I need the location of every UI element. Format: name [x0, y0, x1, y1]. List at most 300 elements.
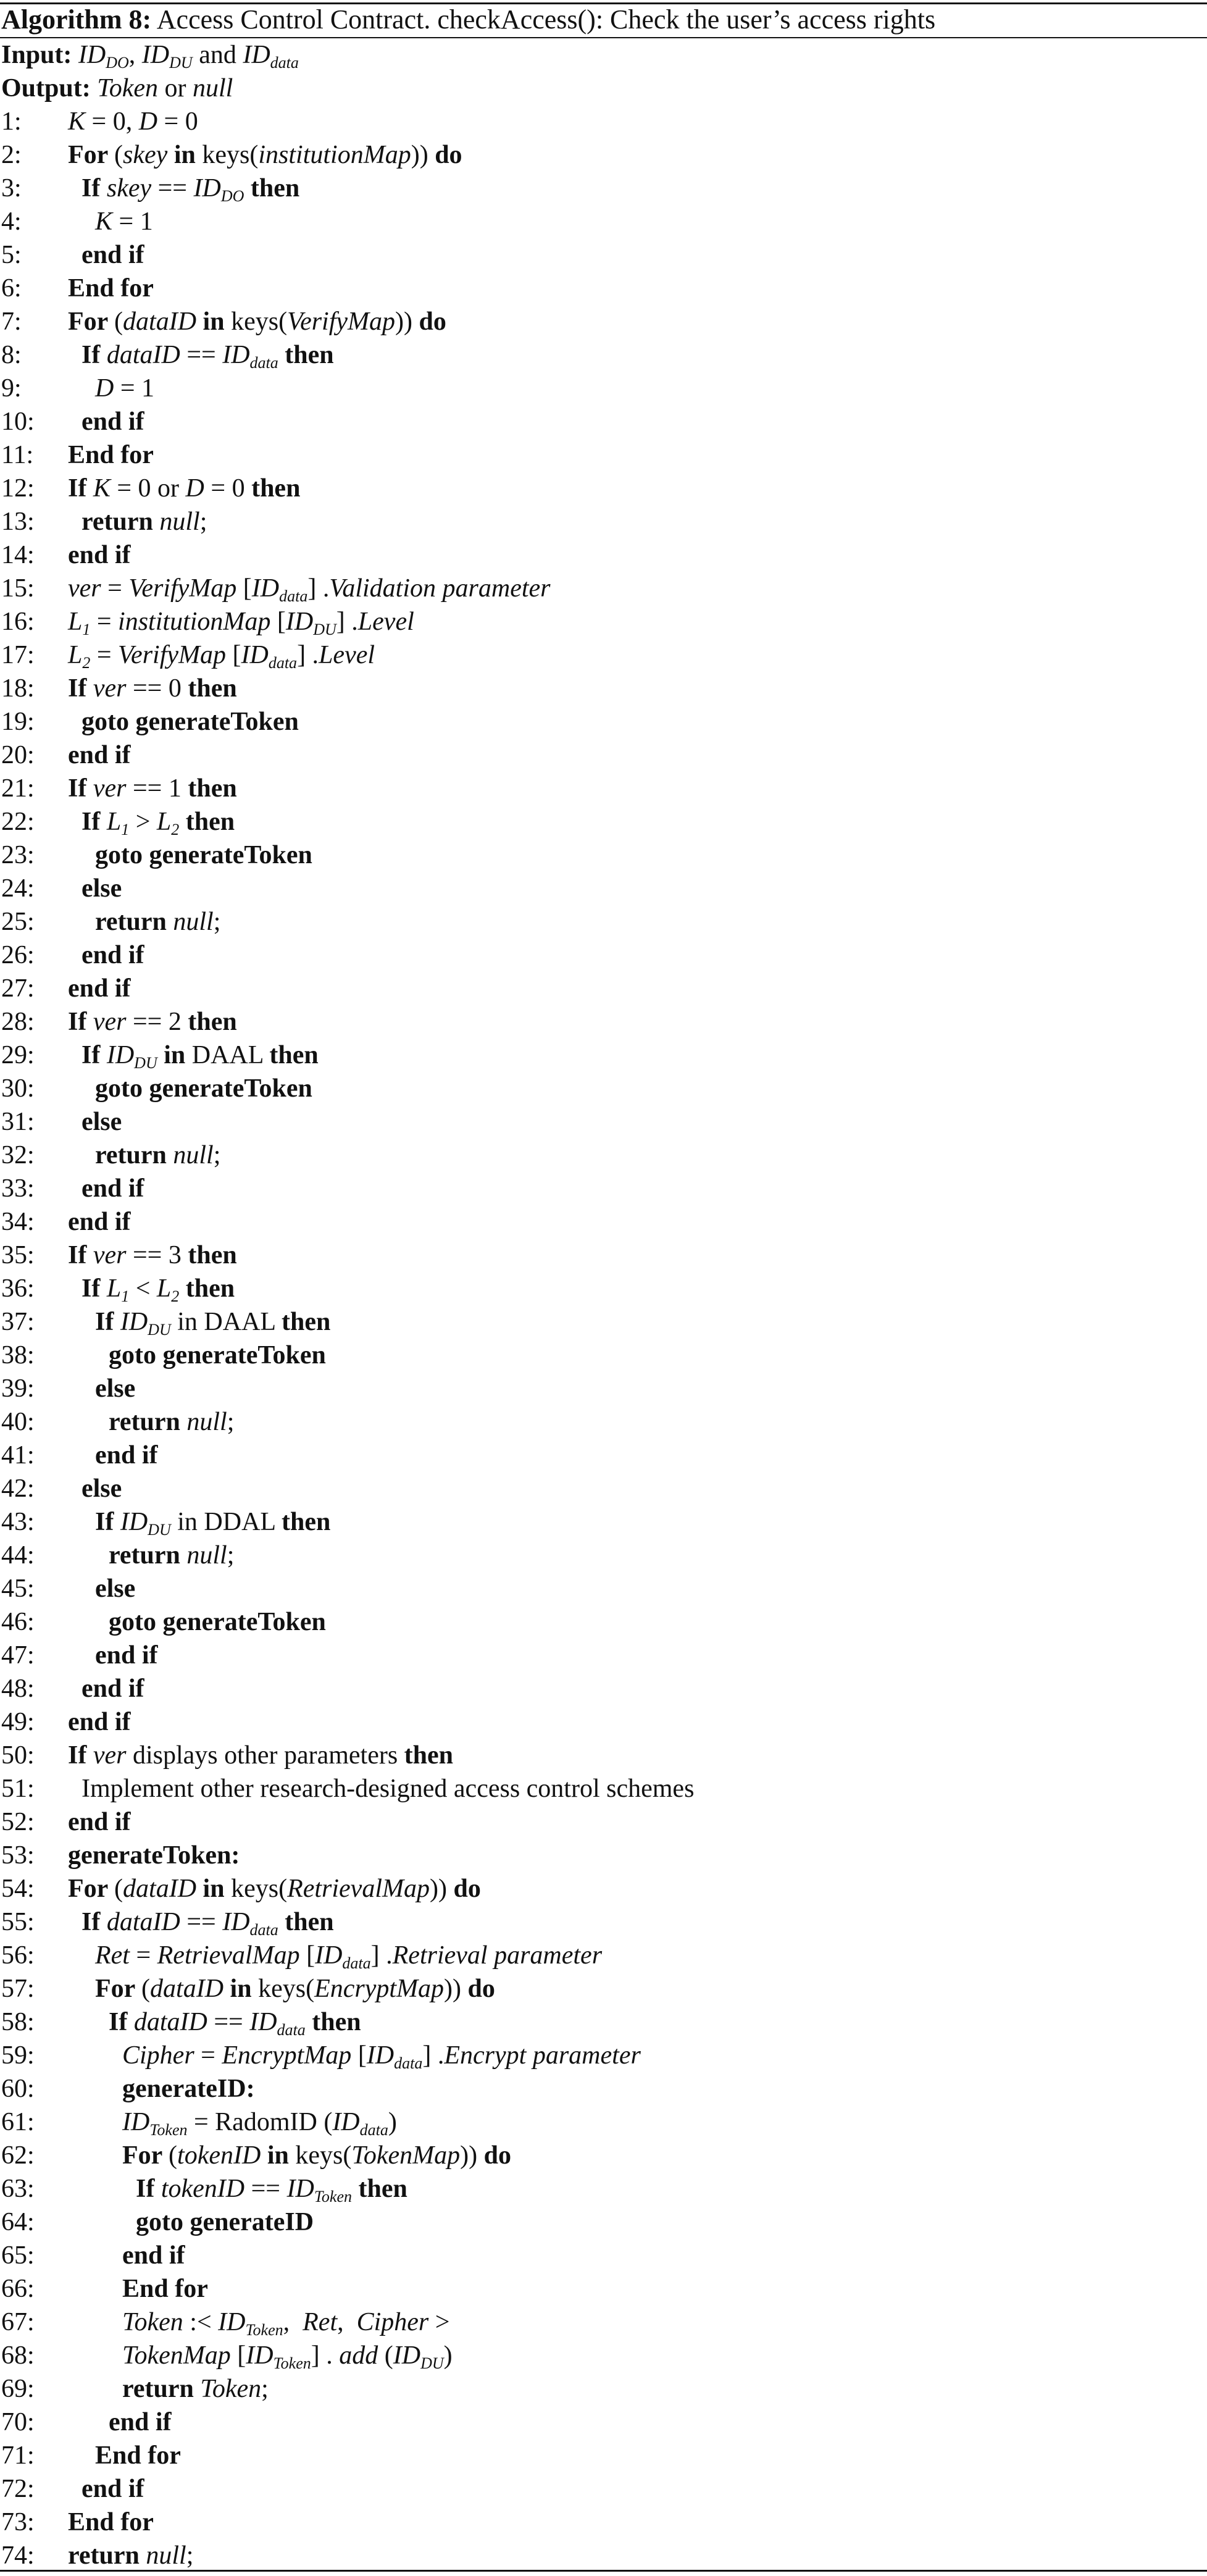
keyword: For: [68, 1875, 115, 1903]
text: (: [114, 307, 123, 336]
keyword: end if: [81, 1174, 144, 1203]
line-code: [136, 2206, 314, 2239]
line-number: 33:: [1, 1174, 35, 1203]
line-code: [68, 438, 154, 472]
line-code: [68, 1739, 453, 1772]
keyword: do: [435, 141, 462, 169]
algorithm-line-36: [0, 1272, 1207, 1305]
line-number: 34:: [1, 1208, 35, 1236]
line-number: 36:: [1, 1274, 35, 1303]
keyword: else: [95, 1374, 136, 1403]
algorithm-line-34: [0, 1205, 1207, 1239]
math-symbol: ID: [251, 574, 280, 603]
line-code: [109, 1405, 234, 1439]
math-symbol: institutionMap: [258, 141, 411, 169]
algorithm-line-26: [0, 939, 1207, 972]
subscript: data: [270, 54, 299, 72]
line-code: [122, 2039, 641, 2072]
text: = 1: [114, 374, 155, 403]
line-number: 2:: [1, 141, 22, 169]
algorithm-line-56: [0, 1939, 1207, 1972]
keyword: else: [81, 1108, 122, 1136]
math-symbol: ID: [285, 608, 314, 636]
line-number: 62:: [1, 2141, 35, 2170]
text: ==: [180, 1908, 223, 1936]
line-number: 70:: [1, 2408, 35, 2436]
line-number: 42:: [1, 1474, 35, 1503]
text: = 0 or: [110, 474, 186, 503]
math-symbol: Retrieval parameter: [392, 1941, 603, 1970]
keyword: then: [188, 774, 237, 803]
text: displays other parameters: [126, 1741, 404, 1770]
line-code: [95, 372, 154, 405]
line-number: 28:: [1, 1008, 35, 1036]
line-code: [122, 2239, 185, 2272]
math-symbol: Cipher: [122, 2041, 194, 2070]
algorithm-line-58: [0, 2005, 1207, 2039]
math-symbol: TokenMap: [122, 2341, 231, 2370]
keyword: End for: [122, 2275, 208, 2303]
keyword: goto generateToken: [81, 708, 299, 736]
line-code: [68, 1239, 237, 1272]
line-code: [68, 738, 131, 772]
algorithm-line-17: [0, 638, 1207, 672]
math-symbol: ID: [122, 2108, 150, 2136]
line-number: 13:: [1, 508, 35, 536]
keyword: If: [81, 808, 107, 836]
keyword: If: [68, 1008, 93, 1036]
line-code: [95, 205, 153, 238]
line-code: [95, 1139, 220, 1172]
text: )): [429, 1875, 454, 1903]
text: [: [270, 608, 286, 636]
line-code: [109, 1539, 234, 1572]
keyword: then: [188, 674, 237, 703]
algorithm-line-10: [0, 405, 1207, 438]
keyword: else: [81, 874, 122, 903]
line-code: [122, 2139, 511, 2172]
keyword: return: [109, 1408, 187, 1436]
algorithm-line-9: [0, 372, 1207, 405]
keyword: If: [68, 674, 93, 703]
keyword: Input:: [1, 41, 78, 69]
keyword: else: [95, 1574, 136, 1603]
line-number: 40:: [1, 1408, 35, 1436]
line-number: 5:: [1, 241, 22, 269]
algorithm-line-66: [0, 2272, 1207, 2306]
text: >: [129, 808, 157, 836]
text: ] .: [307, 574, 330, 603]
keyword: If: [109, 2008, 134, 2036]
line-number: 22:: [1, 808, 35, 836]
line-code: [81, 172, 299, 205]
algorithm-line-4: [0, 205, 1207, 238]
line-number: 72:: [1, 2475, 35, 2503]
line-number: 73:: [1, 2508, 35, 2536]
line-number: 27:: [1, 974, 35, 1003]
keyword: If: [95, 1508, 120, 1536]
keyword: then: [282, 1308, 331, 1336]
line-code: [68, 1705, 131, 1739]
text: == 0: [126, 674, 188, 703]
line-code: [81, 805, 235, 838]
line-code: [68, 2539, 193, 2572]
line-code: [95, 1972, 495, 2005]
line-code: [81, 338, 334, 372]
line-number: 4:: [1, 207, 22, 236]
line-code: [1, 72, 233, 105]
math-symbol: L: [106, 1274, 122, 1303]
line-number: 71:: [1, 2441, 35, 2470]
algorithm-line-48: [0, 1672, 1207, 1705]
algorithm-line-11: [0, 438, 1207, 472]
algorithm-line-61: [0, 2106, 1207, 2139]
line-number: 50:: [1, 1741, 35, 1770]
math-symbol: D: [138, 107, 158, 136]
line-number: 65:: [1, 2241, 35, 2270]
keyword: If: [81, 174, 107, 203]
line-number: 20:: [1, 741, 35, 769]
line-number: 64:: [1, 2208, 35, 2236]
algorithm-line-49: [0, 1705, 1207, 1739]
line-number: 59:: [1, 2041, 35, 2070]
algorithm-line-53: [0, 1839, 1207, 1872]
keyword: then: [244, 174, 300, 203]
line-number: 47:: [1, 1641, 35, 1670]
algorithm-line-29: [0, 1039, 1207, 1072]
line-number: 48:: [1, 1675, 35, 1703]
line-number: 52:: [1, 1808, 35, 1836]
line-number: 41:: [1, 1441, 35, 1470]
algorithm-line-62: [0, 2139, 1207, 2172]
algorithm-line-1: [0, 105, 1207, 138]
keyword: end if: [81, 941, 144, 969]
line-code: [95, 1939, 602, 1972]
keyword: end if: [122, 2241, 185, 2270]
subscript: DO: [106, 54, 129, 72]
line-number: 53:: [1, 1841, 35, 1870]
text: =: [194, 2041, 222, 2070]
math-symbol: ID: [106, 1041, 135, 1069]
math-symbol: Token: [200, 2375, 262, 2403]
math-symbol: ver: [68, 574, 101, 603]
keyword: then: [278, 341, 334, 369]
algorithm-line-52: [0, 1805, 1207, 1839]
math-symbol: Token: [97, 74, 158, 102]
line-code: [95, 838, 312, 872]
line-code: [68, 1805, 131, 1839]
line-code: [109, 1605, 326, 1639]
keyword: do: [419, 307, 446, 336]
algorithm-title: [1, 4, 935, 36]
line-code: [122, 2272, 208, 2306]
math-symbol: ver: [93, 1008, 127, 1036]
text: in DAAL: [170, 1308, 282, 1336]
math-symbol: ID: [315, 1941, 343, 1970]
subscript: data: [249, 354, 278, 372]
keyword: goto generateID: [136, 2208, 314, 2236]
keyword: then: [188, 1241, 237, 1269]
text: (: [114, 1875, 123, 1903]
line-number: 14:: [1, 541, 35, 569]
algorithm-line-28: [0, 1005, 1207, 1039]
line-code: [81, 505, 207, 538]
line-number: 46:: [1, 1608, 35, 1636]
text: == 2: [126, 1008, 188, 1036]
line-code: [95, 1372, 135, 1405]
math-symbol: K: [68, 107, 86, 136]
line-code: [81, 1039, 319, 1072]
algorithm-line-74: [0, 2539, 1207, 2572]
line-code: [68, 138, 462, 172]
keyword: Output:: [1, 74, 98, 102]
line-number: 24:: [1, 874, 35, 903]
line-code: [68, 605, 414, 638]
line-number: 44:: [1, 1541, 35, 1570]
keyword: end if: [68, 1808, 131, 1836]
algorithm-line-12: [0, 472, 1207, 505]
math-symbol: Level: [319, 641, 375, 669]
keyword: For: [122, 2141, 169, 2170]
text: =: [129, 1941, 157, 1970]
algorithm-line-22: [0, 805, 1207, 838]
keyword: generateToken:: [68, 1841, 240, 1870]
keyword: then: [278, 1908, 334, 1936]
line-number: 66:: [1, 2275, 35, 2303]
text: >: [428, 2308, 450, 2336]
line-number: 51:: [1, 1775, 35, 1803]
line-number: 16:: [1, 608, 35, 636]
math-symbol: dataID: [123, 1875, 197, 1903]
line-code: [122, 2106, 397, 2139]
line-code: [68, 1839, 240, 1872]
keyword: in: [196, 307, 232, 336]
text: :<: [183, 2308, 219, 2336]
line-number: 38:: [1, 1341, 35, 1370]
keyword: If: [81, 1908, 107, 1936]
math-symbol: TokenMap: [351, 2141, 461, 2170]
math-symbol: L: [156, 808, 172, 836]
algorithm-line-19: [0, 705, 1207, 738]
line-code: [68, 672, 237, 705]
text: ==: [180, 341, 223, 369]
line-number: 37:: [1, 1308, 35, 1336]
subscript: DU: [148, 1521, 171, 1539]
algorithm-line-41: [0, 1439, 1207, 1472]
text: [: [299, 1941, 315, 1970]
math-symbol: ver: [93, 774, 127, 803]
math-symbol: ID: [332, 2108, 360, 2136]
bottom-rule: [0, 2570, 1207, 2572]
line-number: 11:: [1, 441, 34, 469]
line-number: 63:: [1, 2175, 35, 2203]
subscript: DU: [169, 54, 193, 72]
algorithm-line-73: [0, 2506, 1207, 2539]
text: ): [388, 2108, 397, 2136]
math-symbol: Cipher: [356, 2308, 429, 2336]
text: = 0: [204, 474, 252, 503]
text: Implement other research-designed access control schemes: [81, 1775, 695, 1803]
keyword: return: [95, 1141, 173, 1169]
line-code: [68, 572, 551, 605]
algorithm-line-32: [0, 1139, 1207, 1172]
line-number: 69:: [1, 2375, 35, 2403]
line-number: 55:: [1, 1908, 35, 1936]
algorithm-output: [0, 72, 1207, 105]
keyword: end if: [95, 1641, 158, 1670]
line-code: [122, 2306, 449, 2339]
math-symbol: Ret: [95, 1941, 130, 1970]
algorithm-line-16: [0, 605, 1207, 638]
math-symbol: ID: [120, 1508, 148, 1536]
algorithm-label: Algorithm 8:: [1, 4, 152, 35]
text: ): [443, 2341, 453, 2370]
keyword: return: [109, 1541, 187, 1570]
line-code: [95, 1505, 330, 1539]
line-number: 54:: [1, 1875, 35, 1903]
keyword: in: [157, 1041, 192, 1069]
text: <: [129, 1274, 157, 1303]
keyword: For: [95, 1975, 142, 2003]
subscript: data: [342, 1954, 371, 1972]
text: )): [411, 141, 435, 169]
line-code: [81, 939, 144, 972]
keyword: If: [81, 1274, 107, 1303]
keyword: do: [467, 1975, 495, 2003]
math-symbol: tokenID: [177, 2141, 261, 2170]
keyword: End for: [68, 2508, 154, 2536]
algorithm-line-57: [0, 1972, 1207, 2005]
algorithm-line-23: [0, 838, 1207, 872]
math-symbol: add: [339, 2341, 378, 2370]
text: ;: [227, 1408, 235, 1436]
text: ] .: [422, 2041, 445, 2070]
text: ] .: [336, 608, 358, 636]
math-symbol: skey: [123, 141, 168, 169]
line-code: [68, 638, 375, 672]
line-code: [95, 905, 220, 939]
line-code: [136, 2172, 407, 2206]
math-symbol: VerifyMap: [118, 641, 226, 669]
keyword: If: [81, 1041, 107, 1069]
math-symbol: Level: [357, 608, 414, 636]
text: == 1: [126, 774, 188, 803]
math-symbol: ID: [393, 2341, 421, 2370]
text: DAAL: [191, 1041, 270, 1069]
text: (: [141, 1975, 151, 2003]
subscript: data: [279, 587, 308, 605]
text: (: [169, 2141, 178, 2170]
math-symbol: null: [173, 908, 214, 936]
line-number: 30:: [1, 1074, 35, 1103]
algorithm-line-64: [0, 2206, 1207, 2239]
line-number: 49:: [1, 1708, 35, 1736]
line-number: 57:: [1, 1975, 35, 2003]
line-number: 17:: [1, 641, 35, 669]
text: )): [395, 307, 419, 336]
keyword: goto generateToken: [109, 1341, 326, 1370]
keyword: If: [81, 341, 107, 369]
line-number: 45:: [1, 1574, 35, 1603]
algorithm-line-68: [0, 2339, 1207, 2372]
line-number: 43:: [1, 1508, 35, 1536]
math-symbol: ID: [222, 341, 250, 369]
keyword: do: [483, 2141, 511, 2170]
keyword: then: [179, 808, 235, 836]
subscript: data: [359, 2121, 388, 2139]
text: =: [90, 641, 119, 669]
math-symbol: ver: [93, 1241, 127, 1269]
text: ==: [207, 2008, 250, 2036]
keyword: End for: [68, 274, 154, 303]
keyword: then: [282, 1508, 331, 1536]
line-code: [81, 1905, 334, 1939]
math-symbol: null: [159, 508, 200, 536]
keyword: goto generateToken: [95, 1074, 312, 1103]
math-symbol: L: [68, 641, 83, 669]
math-symbol: ID: [243, 41, 270, 69]
line-code: [122, 2372, 269, 2406]
line-code: [81, 2472, 144, 2506]
math-symbol: L: [156, 1274, 172, 1303]
line-number: 61:: [1, 2108, 35, 2136]
line-number: 67:: [1, 2308, 35, 2336]
line-number: 74:: [1, 2541, 35, 2570]
subscript: DU: [148, 1321, 171, 1339]
math-symbol: VerifyMap: [287, 307, 396, 336]
keyword: do: [453, 1875, 481, 1903]
algorithm-line-72: [0, 2472, 1207, 2506]
subscript: Token: [273, 2354, 311, 2372]
algorithm-line-43: [0, 1505, 1207, 1539]
algorithm-line-60: [0, 2072, 1207, 2106]
math-symbol: ver: [93, 674, 127, 703]
algorithm-line-27: [0, 972, 1207, 1005]
text: [: [351, 2041, 367, 2070]
algorithm-line-44: [0, 1539, 1207, 1572]
keyword: end if: [68, 1708, 131, 1736]
subscript: data: [277, 2021, 306, 2039]
keyword: End for: [95, 2441, 181, 2470]
line-code: [81, 872, 122, 905]
algorithm-line-67: [0, 2306, 1207, 2339]
subscript: 1: [121, 1287, 130, 1305]
subscript: DU: [134, 1054, 157, 1072]
keyword: then: [251, 474, 301, 503]
line-number: 8:: [1, 341, 22, 369]
algorithm-line-40: [0, 1405, 1207, 1439]
line-code: [95, 2439, 181, 2472]
text: = 1: [112, 207, 153, 236]
algorithm-line-18: [0, 672, 1207, 705]
keyword: For: [68, 307, 115, 336]
algorithm-line-5: [0, 238, 1207, 272]
text: [: [230, 2341, 246, 2370]
math-symbol: Encrypt parameter: [444, 2041, 641, 2070]
math-symbol: ID: [286, 2175, 314, 2203]
algorithm-line-35: [0, 1239, 1207, 1272]
text: ,: [337, 2308, 357, 2336]
algorithm-line-24: [0, 872, 1207, 905]
text: keys(: [231, 1875, 288, 1903]
line-code: [68, 538, 131, 572]
math-symbol: L: [106, 808, 122, 836]
algorithm-line-6: [0, 272, 1207, 305]
line-number: 15:: [1, 574, 35, 603]
line-code: [95, 1072, 312, 1105]
algorithm-input: [0, 38, 1207, 72]
math-symbol: ID: [366, 2041, 395, 2070]
